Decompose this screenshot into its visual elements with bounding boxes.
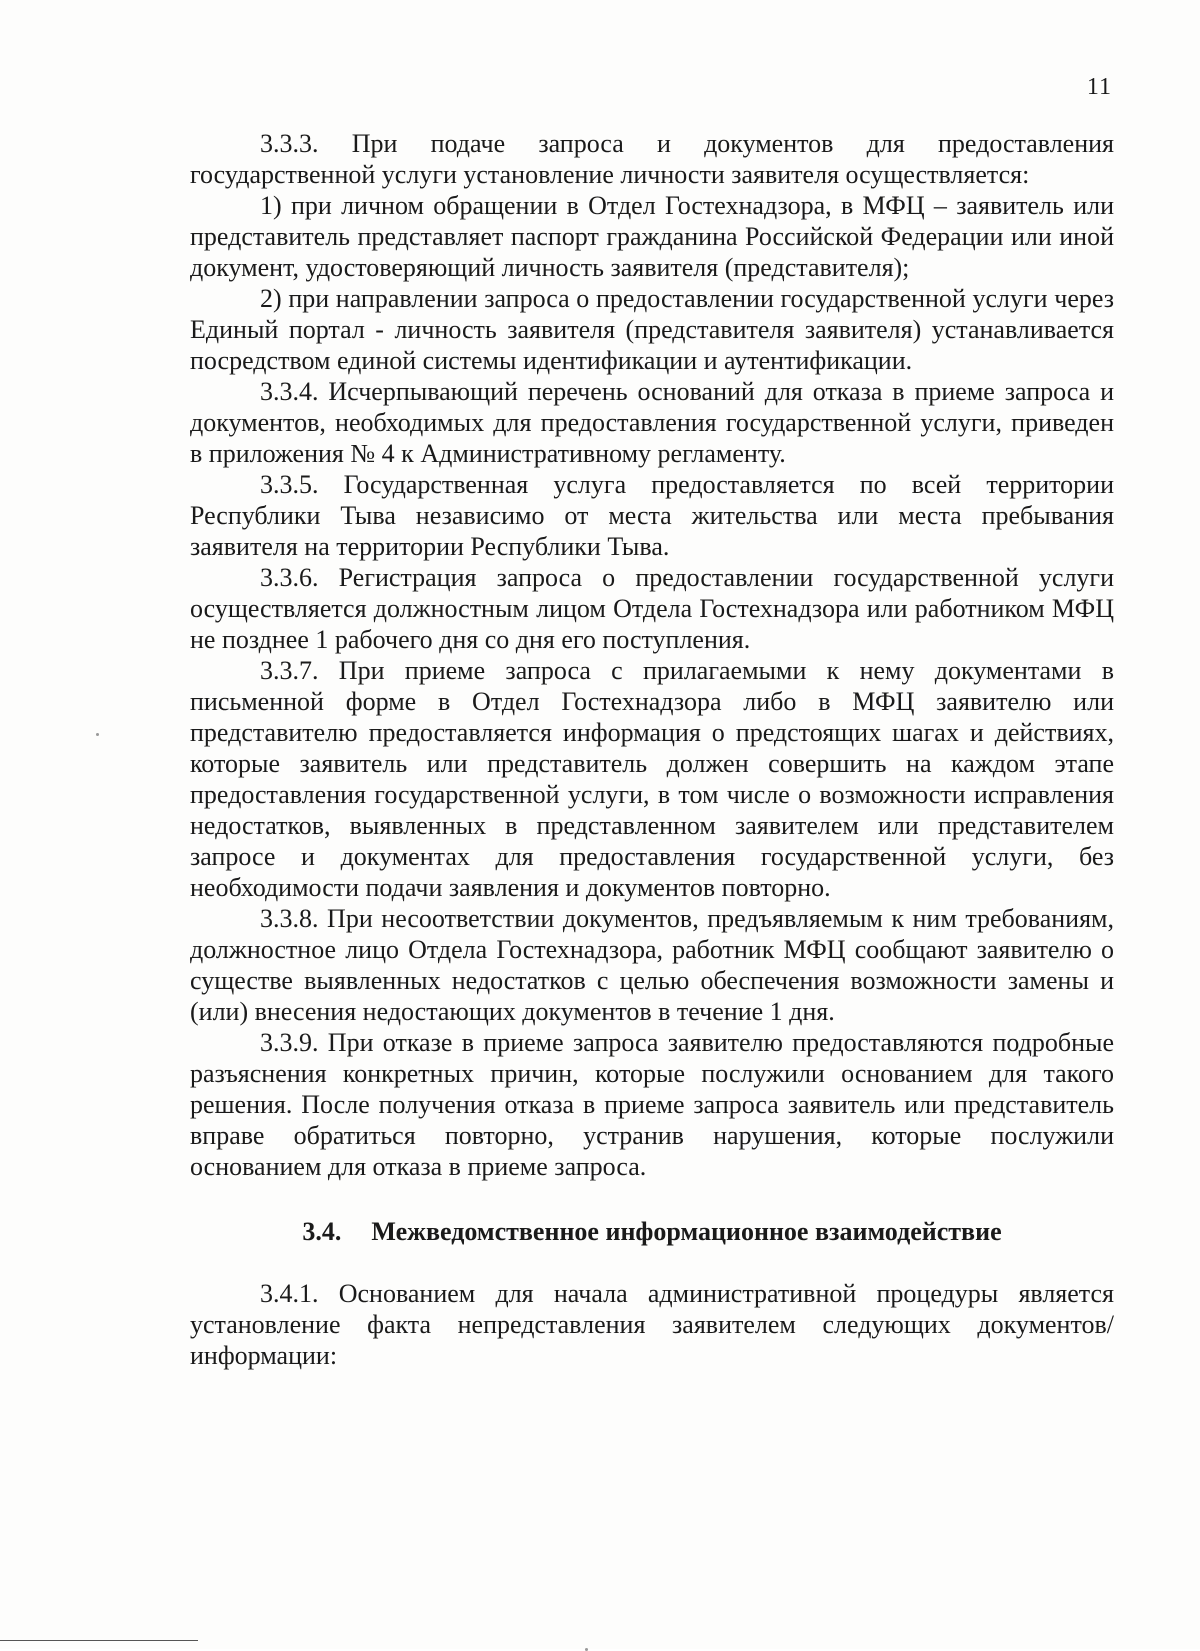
document-body	[190, 128, 1114, 1371]
paragraph-3-3-8: 3.3.8. При несоответствии документов, предъявляемым к ним требованиям, должностное лицо Отдела Гостехнадзора, работник МФЦ сообщают заявителю о существе выявленных недостатков с целью обеспечения возможности замены и (или) внесения недостающих документов в течение 1 дня.	[190, 904, 1114, 1026]
section-title: Межведомственное информационное взаимодействие	[371, 1217, 1002, 1246]
scan-edge-line	[0, 1640, 198, 1641]
paragraph-3-3-5: 3.3.5. Государственная услуга предоставляется по всей территории Республики Тыва независимо от места жительства или места пребывания заявителя на территории Республики Тыва.	[190, 470, 1114, 561]
paragraph-3-3-9: 3.3.9. При отказе в приеме запроса заявителю предоставляются подробные разъяснения конкретных причин, которые послужили основанием для такого решения. После получения отказа в приеме запроса заявитель или представитель вправе обратиться повторно, устранив нарушения, которые послужили основанием для отказа в приеме запроса.	[190, 1028, 1114, 1181]
paragraph-3-3-7: 3.3.7. При приеме запроса с прилагаемыми к нему документами в письменной форме в Отдел Гостехнадзора либо в МФЦ заявителю или представителю предоставляется информация о предстоящих шагах и действиях, которые заявитель или представитель должен совершить на каждом этапе предоставления государственной услуги, в том числе о возможности исправления недостатков, выявленных в представленном заявителем или представителем запросе и документах для предоставления государственной услуги, без необходимости подачи заявления и документов повторно.	[190, 656, 1114, 902]
section-heading	[190, 1216, 1114, 1247]
section-number: 3.4.	[302, 1217, 342, 1246]
page-number: 11	[1086, 74, 1112, 100]
scan-speck	[96, 733, 99, 736]
paragraph-item-1: 1) при личном обращении в Отдел Гостехнадзора, в МФЦ – заявитель или представитель представляет паспорт гражданина Российской Федерации или иной документ, удостоверяющий личность заявителя (представителя);	[190, 191, 1114, 282]
paragraph-item-2: 2) при направлении запроса о предоставлении государственной услуги через Единый портал - личность заявителя (представителя заявителя) устанавливается посредством единой системы идентификации и аутентификации.	[190, 284, 1114, 375]
paragraph-3-3-4: 3.3.4. Исчерпывающий перечень оснований для отказа в приеме запроса и документов, необходимых для предоставления государственной услуги, приведен в приложения № 4 к Административному регламенту.	[190, 377, 1114, 468]
paragraph-3-3-3: 3.3.3. При подаче запроса и документов для предоставления государственной услуги установление личности заявителя осуществляется:	[190, 129, 1114, 189]
paragraph-3-4-1: 3.4.1. Основанием для начала административной процедуры является установление факта непредставления заявителем следующих документов/информации:	[190, 1279, 1114, 1370]
paragraph-3-3-6: 3.3.6. Регистрация запроса о предоставлении государственной услуги осуществляется должностным лицом Отдела Гостехнадзора или работником МФЦ не позднее 1 рабочего дня со дня его поступления.	[190, 563, 1114, 654]
